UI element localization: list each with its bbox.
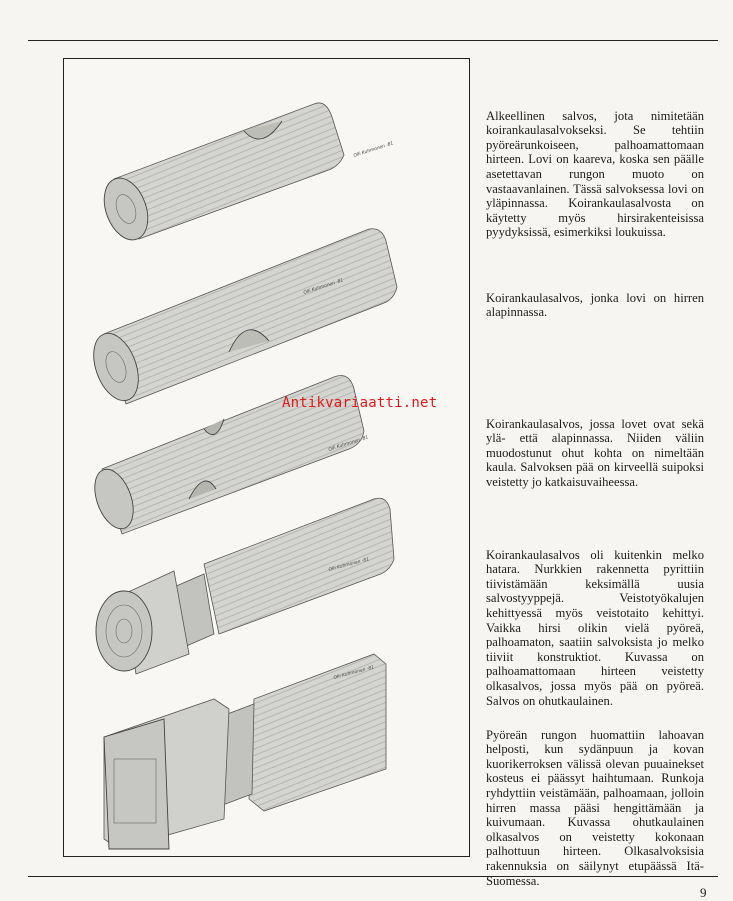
log-1-signature: Olli Kuhmonen -81	[353, 141, 395, 159]
svg-text:Olli Kuhmonen -81: Olli Kuhmonen -81	[328, 557, 370, 573]
watermark-text: Antikvariaatti.net	[282, 395, 438, 411]
svg-text:Olli Kuhmonen -81: Olli Kuhmonen -81	[333, 665, 375, 681]
log-5-drawing	[104, 654, 386, 849]
bottom-rule	[28, 876, 718, 877]
caption-3: Koirankaulasalvos, jossa lovet ovat sekä ylä- että alapinnassa. Niiden väliin muodostunut ohut kohta on nimeltään kaula. Salvoksen pää on kirveellä suipoksi veistetty jo katkaisuvaiheessa.	[486, 416, 704, 489]
top-rule	[28, 40, 718, 41]
page-number: 9	[700, 885, 707, 900]
caption-1: Alkeellinen salvos, jota nimitetään koirankaulasalvokseksi. Se tehtiin pyöreärunkoiseen, palhoamattomaan hirteen. Lovi on kaareva, koska sen päälle asetettavan rungon muoto on vastaavanlainen. Tässä salvoksessa lovi on yläpinnassa. Koirankaulasalvosta on käytetty myös hirsirakenteisissa pyydyksissä, esimerkiksi loukuissa.	[486, 108, 704, 240]
caption-5: Pyöreän rungon huomattiin lahoavan helposti, kun sydänpuun ja kovan kuorikerroksen välissä olevan puuainekset kosteus ei päässyt haihtumaan. Runkoja ryhdyttiin veistämään, palhoamaan, jolloin hirren massa pääsi hengittämään ja kuivumaan. Kuvassa ohutkaulainen olkasalvos on veistetty kokonaan palhottuun hirteen. Olkasalvoksisia rakennuksia on säilynyt etupäässä Itä-Suomessa.	[486, 727, 704, 888]
illustration-frame	[63, 58, 470, 857]
log-1-drawing	[96, 103, 394, 246]
svg-text:Olli Kuhmonen -81: Olli Kuhmonen -81	[303, 278, 345, 296]
caption-4: Koirankaulasalvos oli kuitenkin melko hatara. Nurkkien rakennetta pyrittiin tiivistämään keksimällä uusia salvostyyppejä. Veistotyökalujen kehittyessä myös veistotaito kehittyi. Vaikka hirsi olikin vielä pyöreä, palhoamaton, saatiin salvoksista jo melko tiiviit konstruktiot. Kuvassa on palhoamattomaan hirteen veistetty olkasalvos, jossa myös pää on pyöreä. Salvos on ohutkaulainen.	[486, 547, 704, 708]
svg-text:Olli Kuhmonen -81: Olli Kuhmonen -81	[328, 435, 370, 453]
log-joint-drawings	[64, 59, 469, 856]
caption-2: Koirankaulasalvos, jonka lovi on hirren alapinnassa.	[486, 290, 704, 320]
